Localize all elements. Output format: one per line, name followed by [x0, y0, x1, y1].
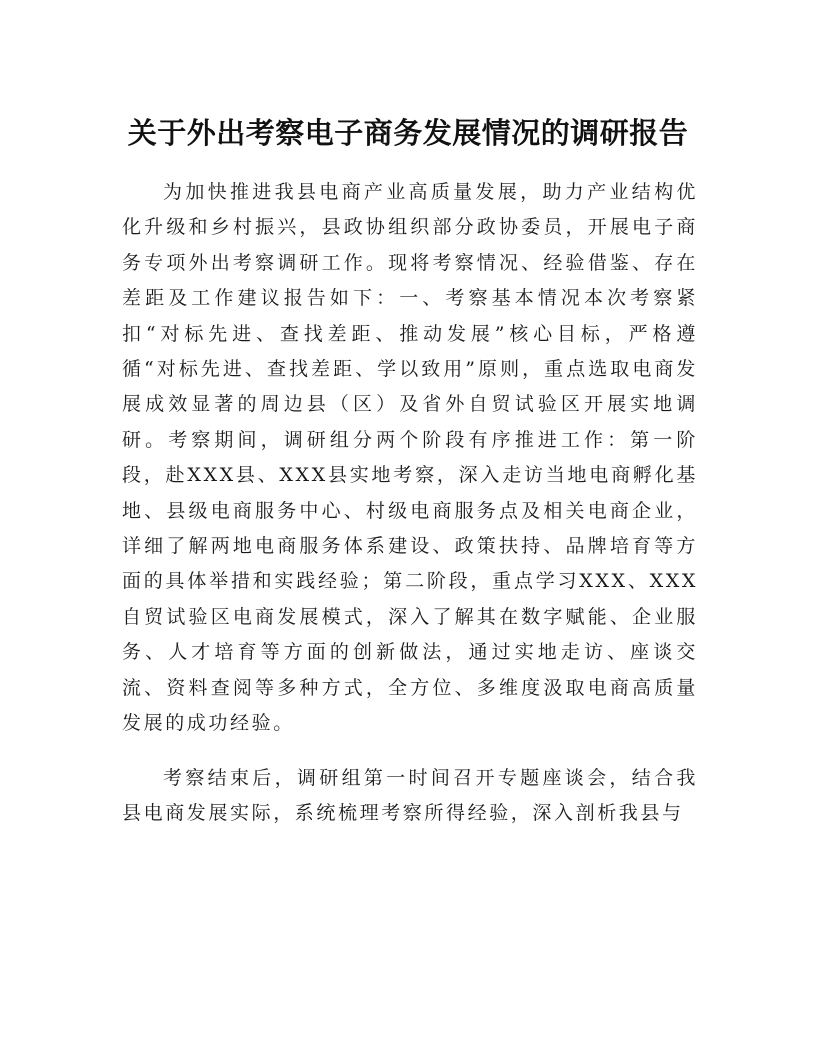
- paragraph-1: 为加快推进我县电商产业高质量发展，助力产业结构优化升级和乡村振兴，县政协组织部分政协委员，开展电子商务专项外出考察调研工作。现将考察情况、经验借鉴、存在差距及工作建议报告如下：一、考察基本情况本次考察紧扣“对标先进、查找差距、推动发展”核心目标，严格遵循“对标先进、查找差距、学以致用”原则，重点选取电商发展成效显著的周边县（区）及省外自贸试验区开展实地调研。考察期间，调研组分两个阶段有序推进工作：第一阶段，赴XXX县、XXX县实地考察，深入走访当地电商孵化基地、县级电商服务中心、村级电商服务点及相关电商企业，详细了解两地电商服务体系建设、政策扶持、品牌培育等方面的具体举措和实践经验；第二阶段，重点学习XXX、XXX自贸试验区电商发展模式，深入了解其在数字赋能、企业服务、人才培育等方面的创新做法，通过实地走访、座谈交流、资料查阅等多种方式，全方位、多维度汲取电商高质量发展的成功经验。: [122, 181, 698, 735]
- document-title: 关于外出考察电子商务发展情况的调研报告: [127, 116, 689, 150]
- paragraph-2: 考察结束后，调研组第一时间召开专题座谈会，结合我县电商发展实际，系统梳理考察所得经验，深入剖析我县与: [122, 767, 698, 825]
